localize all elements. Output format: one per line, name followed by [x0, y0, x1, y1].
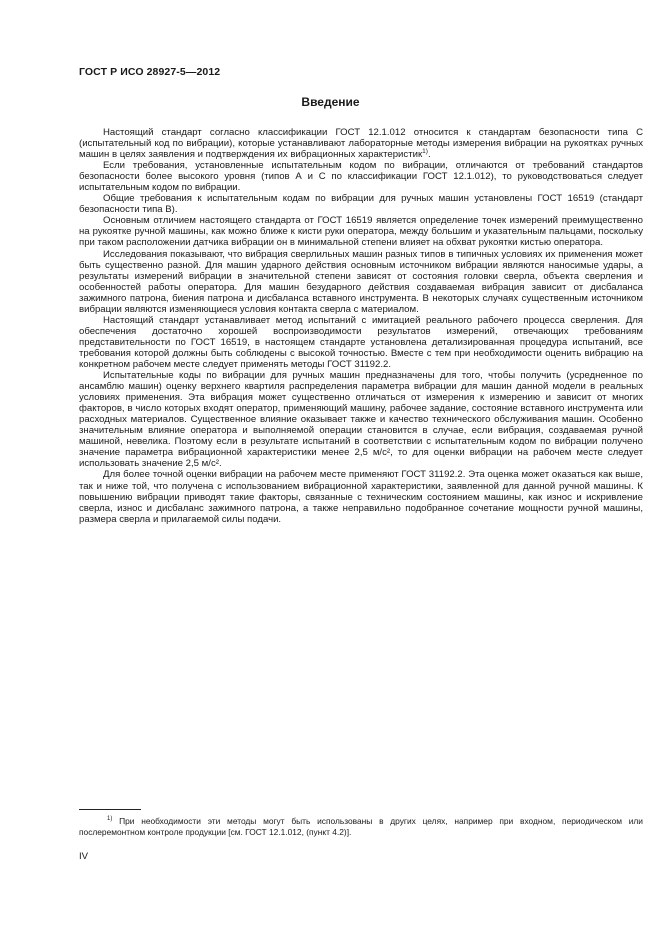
- footnote-marker: 1): [107, 816, 113, 823]
- footnote-reference: 1): [422, 147, 428, 155]
- paragraph: Настоящий стандарт устанавливает метод испытаний с имитацией реального рабочего процесса сверления. Для обеспечения достаточно хорошей воспроизводимости результатов измерений, отвечающих требованиям представительности по ГОСТ 16519, в настоящем стандарте установлена детализированная процедура испытаний, все требования которой должны быть соблюдены с высокой точностью. Вместе с тем при необходимости оценить вибрацию на конкретном рабочем месте следует применять методы ГОСТ 31192.2.: [79, 314, 643, 370]
- footnote-paragraph: [79, 816, 643, 838]
- paragraph: Основным отличием настоящего стандарта от ГОСТ 16519 является определение точек измерений преимущественно на рукоятке ручной машины, как можно ближе к кисти руки оператора, между большим и указательным пальцами, поскольку при таком расположении датчика вибрации он в минимальной степени влияет на обхват рукоятки кистью оператора.: [79, 215, 643, 249]
- footnote-separator: [79, 809, 141, 810]
- paragraph: Испытательные коды по вибрации для ручных машин предназначены для того, чтобы получить (усредненное по ансамблю машин) оценку верхнего квартиля распределения параметра вибрации для машин данной модели в реальных условиях применения. Эта вибрация может существенно отличаться от измерения к измерению и зависит от многих факторов, в число которых входят оператор, применяющий машину, рабочее задание, состояние вставного инструмента или расходных материалов. Существенное влияние оказывает также и качество технического обслуживания машин. Особенно значительным влияние оператора и выполняемой операции становится в случае, если вибрация, создаваемая ручной машиной, невелика. Поэтому если в результате испытаний в соответствии с испытательным кодом по вибрации получено значение параметра вибрационной характеристики менее 2,5 м/с², то для оценки вибрации на рабочем месте следует использовать значение 2,5 м/с².: [79, 370, 643, 470]
- paragraph: Исследования показывают, что вибрация сверлильных машин разных типов в типичных условиях их применения может быть существенно разной. Для машин ударного действия основным источником вибрации являются наносимые удары, а результаты измерений вибрации в значительной степени зависят от состояния головки сверла, объекта сверления и особенностей работы оператора. Для машин безударного действия создаваемая вибрация зависит от дисбаланса зажимного патрона, биения патрона и дисбаланса вставного инструмента. В некоторых случаях существенным источником вибрации являются изменяющиеся условия контакта сверла с материалом.: [79, 248, 643, 315]
- section-title: Введение: [301, 95, 360, 109]
- paragraph: Общие требования к испытательным кодам по вибрации для ручных машин установлены ГОСТ 16519 (стандарт безопасности типа В).: [79, 193, 643, 216]
- paragraph: Настоящий стандарт согласно классификации ГОСТ 12.1.012 относится к стандартам безопасности типа С (испытательный код по вибрации), которые устанавливают лабораторные методы измерения вибрации на рукоятках ручных машин в целях заявления и подтверждения их вибрационных характеристик$^{1)}$.: [79, 127, 643, 161]
- paragraph-text: Настоящий стандарт согласно классификации ГОСТ 12.1.012 относится к стандартам безопасности типа С (испытательный код по вибрации), которые устанавливают лабораторные методы измерения вибрации на рукоятках ручных машин в целях заявления и подтверждения их вибрационных характеристик: [79, 127, 643, 161]
- footnote: [79, 816, 643, 838]
- body-text: [79, 127, 643, 525]
- footnote-text: При необходимости эти методы могут быть использованы в других целях, например при входном, периодическом или послеремонтном контроле продукции [см. ГОСТ 12.1.012, (пункт 4.2)].: [79, 816, 643, 837]
- paragraph: Если требования, установленные испытательным кодом по вибрации, отличаются от требований стандартов безопасности более высокого уровня (типов А и С по классификации ГОСТ 12.1.012), то руководствоваться следует испытательным кодом по вибрации.: [79, 160, 643, 194]
- document-code: ГОСТ Р ИСО 28927-5—2012: [79, 66, 221, 78]
- paragraph: Для более точной оценки вибрации на рабочем месте применяют ГОСТ 31192.2. Эта оценка может оказаться как выше, так и ниже той, что получена с использованием вибрационной характеристики, заявленной для данной ручной машины. К повышению вибрации приводят такие факторы, связанные с техническим состоянием машины, как износ и искривление сверла, износ и дисбаланс зажимного патрона, а также неправильно подобранное сочетание мощности ручной машины, размера сверла и прилагаемой силы подачи.: [79, 469, 643, 525]
- page-number: IV: [79, 851, 89, 862]
